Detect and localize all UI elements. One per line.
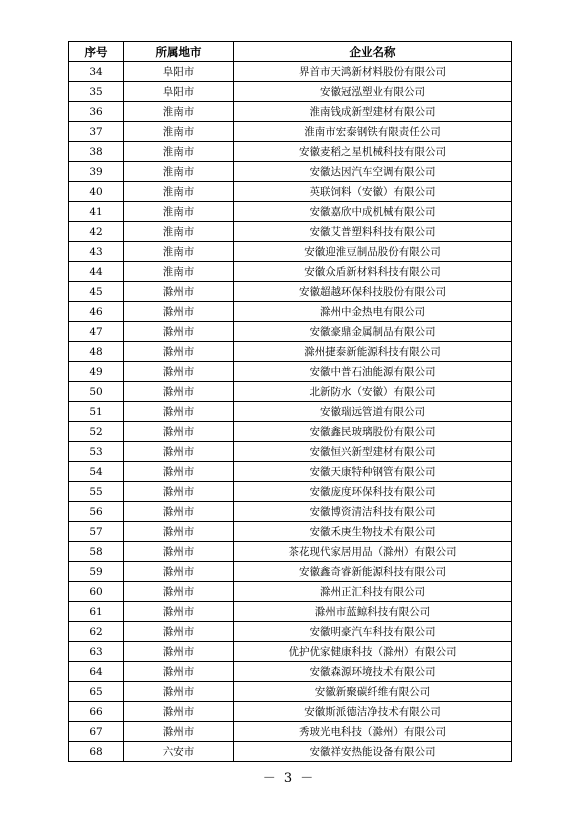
cell-serial-number: 64 [69, 662, 124, 682]
table-row [69, 462, 512, 482]
cell-serial-number: 54 [69, 462, 124, 482]
cell-city: 滁州市 [124, 342, 234, 362]
cell-serial-number: 36 [69, 102, 124, 122]
cell-serial-number: 53 [69, 442, 124, 462]
table-row [69, 162, 512, 182]
cell-city: 滁州市 [124, 482, 234, 502]
cell-city: 滁州市 [124, 462, 234, 482]
cell-company-name: 安徽达因汽车空调有限公司 [234, 162, 512, 182]
cell-company-name: 安徽博资清洁科技有限公司 [234, 502, 512, 522]
cell-company-name: 安徽众盾新材料科技有限公司 [234, 262, 512, 282]
table-row [69, 742, 512, 762]
cell-city: 滁州市 [124, 402, 234, 422]
cell-serial-number: 68 [69, 742, 124, 762]
cell-company-name: 秀玻光电科技（滁州）有限公司 [234, 722, 512, 742]
cell-serial-number: 34 [69, 62, 124, 82]
table-row [69, 542, 512, 562]
cell-company-name: 安徽迎淮豆制品股份有限公司 [234, 242, 512, 262]
cell-city: 滁州市 [124, 642, 234, 662]
table-row [69, 342, 512, 362]
cell-city: 阜阳市 [124, 62, 234, 82]
cell-serial-number: 50 [69, 382, 124, 402]
cell-company-name: 安徽艾普塑料科技有限公司 [234, 222, 512, 242]
cell-city: 滁州市 [124, 722, 234, 742]
cell-company-name: 滁州市蓝鲸科技有限公司 [234, 602, 512, 622]
cell-company-name: 茶花现代家居用品（滁州）有限公司 [234, 542, 512, 562]
cell-city: 滁州市 [124, 302, 234, 322]
cell-company-name: 安徽明豪汽车科技有限公司 [234, 622, 512, 642]
cell-city: 淮南市 [124, 182, 234, 202]
table-row [69, 582, 512, 602]
cell-city: 滁州市 [124, 662, 234, 682]
table-row [69, 642, 512, 662]
cell-serial-number: 51 [69, 402, 124, 422]
cell-company-name: 安徽斯派德洁净技术有限公司 [234, 702, 512, 722]
cell-serial-number: 66 [69, 702, 124, 722]
table-body [69, 62, 512, 762]
table-row [69, 662, 512, 682]
cell-serial-number: 48 [69, 342, 124, 362]
cell-city: 淮南市 [124, 222, 234, 242]
table-row [69, 682, 512, 702]
cell-city: 滁州市 [124, 602, 234, 622]
cell-city: 滁州市 [124, 362, 234, 382]
table-row [69, 82, 512, 102]
table-row [69, 362, 512, 382]
table-row [69, 242, 512, 262]
cell-company-name: 滁州正汇科技有限公司 [234, 582, 512, 602]
cell-serial-number: 62 [69, 622, 124, 642]
cell-city: 滁州市 [124, 702, 234, 722]
cell-serial-number: 41 [69, 202, 124, 222]
cell-serial-number: 67 [69, 722, 124, 742]
cell-serial-number: 38 [69, 142, 124, 162]
header-company-name: 企业名称 [234, 42, 512, 62]
cell-company-name: 安徽中普石油能源有限公司 [234, 362, 512, 382]
page-number: － 3 － [262, 771, 316, 786]
table-row [69, 122, 512, 142]
cell-city: 淮南市 [124, 202, 234, 222]
cell-serial-number: 39 [69, 162, 124, 182]
cell-city: 滁州市 [124, 322, 234, 342]
cell-city: 淮南市 [124, 122, 234, 142]
table-row [69, 622, 512, 642]
cell-serial-number: 43 [69, 242, 124, 262]
cell-company-name: 安徽鑫奇睿新能源科技有限公司 [234, 562, 512, 582]
cell-serial-number: 40 [69, 182, 124, 202]
cell-city: 滁州市 [124, 522, 234, 542]
cell-company-name: 安徽冠泓塑业有限公司 [234, 82, 512, 102]
cell-company-name: 安徽鑫民玻璃股份有限公司 [234, 422, 512, 442]
table-row [69, 102, 512, 122]
table-row [69, 202, 512, 222]
cell-company-name: 安徽嘉欣中成机械有限公司 [234, 202, 512, 222]
cell-serial-number: 45 [69, 282, 124, 302]
cell-city: 滁州市 [124, 282, 234, 302]
cell-company-name: 安徽豪鼎金属制品有限公司 [234, 322, 512, 342]
cell-city: 滁州市 [124, 382, 234, 402]
cell-company-name: 英联饲料（安徽）有限公司 [234, 182, 512, 202]
cell-city: 阜阳市 [124, 82, 234, 102]
cell-company-name: 淮南钱成新型建材有限公司 [234, 102, 512, 122]
cell-city: 滁州市 [124, 682, 234, 702]
cell-company-name: 安徽庞度环保科技有限公司 [234, 482, 512, 502]
table-row [69, 502, 512, 522]
cell-company-name: 安徽祥安热能设备有限公司 [234, 742, 512, 762]
cell-city: 六安市 [124, 742, 234, 762]
cell-city: 滁州市 [124, 622, 234, 642]
table-row [69, 142, 512, 162]
cell-serial-number: 65 [69, 682, 124, 702]
cell-city: 滁州市 [124, 422, 234, 442]
enterprise-table [68, 41, 512, 762]
header-serial-number: 序号 [69, 42, 124, 62]
table-row [69, 182, 512, 202]
cell-serial-number: 57 [69, 522, 124, 542]
cell-city: 淮南市 [124, 262, 234, 282]
header-city: 所属地市 [124, 42, 234, 62]
cell-serial-number: 35 [69, 82, 124, 102]
cell-serial-number: 63 [69, 642, 124, 662]
table-row [69, 442, 512, 462]
cell-serial-number: 37 [69, 122, 124, 142]
cell-city: 滁州市 [124, 542, 234, 562]
cell-serial-number: 58 [69, 542, 124, 562]
cell-serial-number: 44 [69, 262, 124, 282]
table-row [69, 382, 512, 402]
cell-serial-number: 42 [69, 222, 124, 242]
cell-city: 滁州市 [124, 582, 234, 602]
table-row [69, 602, 512, 622]
cell-serial-number: 56 [69, 502, 124, 522]
cell-city: 滁州市 [124, 502, 234, 522]
cell-city: 淮南市 [124, 142, 234, 162]
table-row [69, 702, 512, 722]
cell-city: 淮南市 [124, 102, 234, 122]
cell-company-name: 安徽麦稻之星机械科技有限公司 [234, 142, 512, 162]
table-row [69, 522, 512, 542]
table-row [69, 302, 512, 322]
table-row [69, 722, 512, 742]
cell-serial-number: 61 [69, 602, 124, 622]
table-row [69, 322, 512, 342]
table-row [69, 482, 512, 502]
cell-company-name: 安徽禾庚生物技术有限公司 [234, 522, 512, 542]
cell-company-name: 安徽新聚碳纤维有限公司 [234, 682, 512, 702]
cell-company-name: 优护优家健康科技（滁州）有限公司 [234, 642, 512, 662]
table-row [69, 422, 512, 442]
cell-serial-number: 49 [69, 362, 124, 382]
cell-company-name: 北新防水（安徽）有限公司 [234, 382, 512, 402]
cell-city: 滁州市 [124, 562, 234, 582]
cell-company-name: 安徽天康特种钢管有限公司 [234, 462, 512, 482]
table-row [69, 262, 512, 282]
cell-company-name: 滁州捷泰新能源科技有限公司 [234, 342, 512, 362]
cell-city: 滁州市 [124, 442, 234, 462]
cell-serial-number: 47 [69, 322, 124, 342]
cell-serial-number: 59 [69, 562, 124, 582]
cell-serial-number: 52 [69, 422, 124, 442]
cell-city: 淮南市 [124, 242, 234, 262]
cell-company-name: 滁州中金热电有限公司 [234, 302, 512, 322]
table-row [69, 402, 512, 422]
table-row [69, 222, 512, 242]
cell-company-name: 界首市天鸿新材料股份有限公司 [234, 62, 512, 82]
table-row [69, 562, 512, 582]
cell-company-name: 安徽瑞远管道有限公司 [234, 402, 512, 422]
cell-company-name: 安徽森源环境技术有限公司 [234, 662, 512, 682]
table-row [69, 62, 512, 82]
cell-serial-number: 55 [69, 482, 124, 502]
cell-company-name: 安徽超越环保科技股份有限公司 [234, 282, 512, 302]
table-header-row [69, 42, 512, 62]
cell-serial-number: 60 [69, 582, 124, 602]
cell-company-name: 安徽恒兴新型建材有限公司 [234, 442, 512, 462]
table-row [69, 282, 512, 302]
cell-serial-number: 46 [69, 302, 124, 322]
cell-city: 淮南市 [124, 162, 234, 182]
cell-company-name: 淮南市宏泰钢铁有限责任公司 [234, 122, 512, 142]
